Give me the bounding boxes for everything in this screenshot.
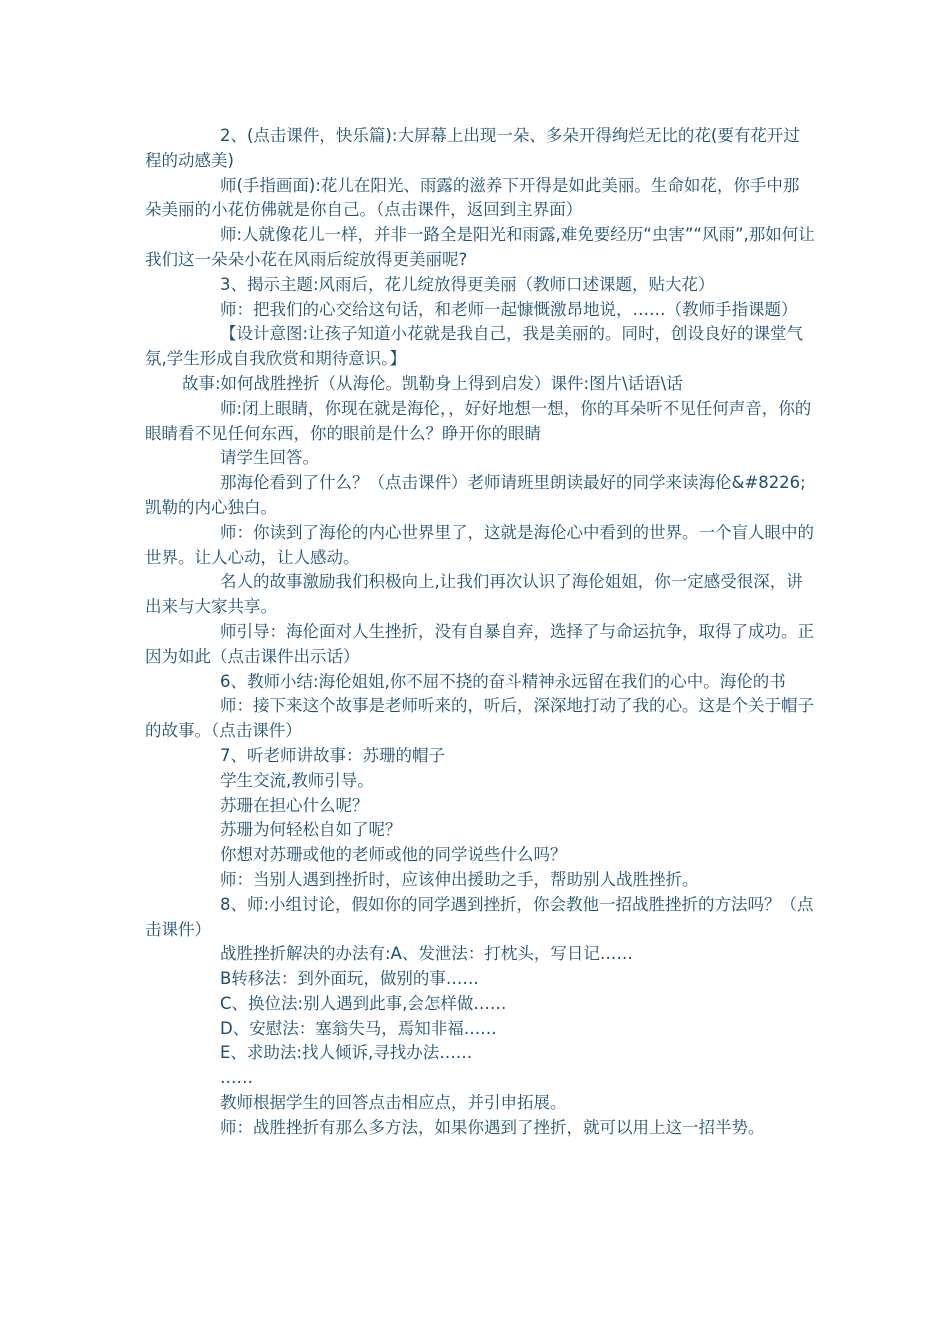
paragraph-closing: 师：战胜挫折有那么多方法，如果你遇到了挫折，就可以用上这一招半势。 [220, 1117, 765, 1137]
paragraph-famous-story: 名人的故事激励我们积极向上,让我们再次认识了海伦姐姐，你一定感受很深，讲出来与大家共享。 [145, 572, 803, 617]
paragraph-hat-story-intro: 师：接下来这个故事是老师听来的，听后，深深地打动了我的心。这是个关于帽子的故事。（点击课件） [145, 696, 814, 741]
paragraph-method-b: B转移法：到外面玩，做别的事…… [220, 969, 479, 989]
document-body [145, 124, 815, 1141]
paragraph-teacher-heart: 师：把我们的心交给这句话，和老师一起慷慨激昂地说，……（教师手指课题） [220, 299, 798, 319]
paragraph-design-intent: 【设计意图:让孩子知道小花就是我自己，我是美丽的。同时，创设良好的课堂气氛,学生形成自我欣赏和期待意识。】 [145, 324, 804, 369]
paragraph-question-say: 你想对苏珊或他的老师或他的同学说些什么吗？ [220, 845, 567, 865]
paragraph-question-relaxed: 苏珊为何轻松自如了呢？ [220, 820, 402, 840]
paragraph-method-e: E、求助法:找人倾诉,寻找办法…… [220, 1043, 473, 1063]
paragraph-question-worry: 苏珊在担心什么呢？ [220, 795, 369, 815]
paragraph-teacher-guide: 师引导：海伦面对人生挫折，没有自暴自弃，选择了与命运抗争，取得了成功。正因为如此（点击课件出示话） [145, 621, 814, 666]
paragraph-student-exchange: 学生交流,教师引导。 [220, 770, 374, 790]
paragraph-helen-world: 师：你读到了海伦的内心世界里了，这就是海伦心中看到的世界。一个盲人眼中的世界。让人心动，让人感动。 [145, 522, 814, 567]
paragraph-susan-hat: 7、听老师讲故事：苏珊的帽子 [220, 745, 445, 765]
paragraph-method-a: 战胜挫折解决的办法有:A、发泄法：打枕头，写日记…… [220, 944, 633, 964]
paragraph-method-c: C、换位法:别人遇到此事,会怎样做…… [220, 993, 507, 1013]
paragraph-help-others: 师：当别人遇到挫折时，应该伸出援助之手，帮助别人战胜挫折。 [220, 869, 699, 889]
paragraph-student-answer: 请学生回答。 [220, 448, 319, 468]
paragraph-reveal-theme: 3、揭示主题:风雨后，花儿绽放得更美丽（教师口述课题，贴大花） [220, 274, 715, 294]
paragraph-method-d: D、安慰法：塞翁失马，焉知非福…… [220, 1018, 497, 1038]
paragraph-story-heading: 故事:如何战胜挫折（从海伦。凯勒身上得到启发）课件:图片\话语\话 [182, 373, 683, 393]
paragraph-teacher-pointing: 师(手指画面):花儿在阳光、雨露的滋养下开得是如此美丽。生命如花，你手中那朵美丽的小花仿佛就是你自己。（点击课件，返回到主界面） [145, 175, 800, 220]
paragraph-teacher-wind-rain: 师:人就像花儿一样，并非一路全是阳光和雨露,难免要经历“虫害”“风雨”,那如何让我们这一朵朵小花在风雨后绽放得更美丽呢? [145, 225, 815, 269]
paragraph-helen-saw: 那海伦看到了什么？（点击课件）老师请班里朗读最好的同学来读海伦&#8226;凯勒的内心独白。 [145, 473, 806, 517]
paragraph-teacher-click: 教师根据学生的回答点击相应点，并引申拓展。 [220, 1093, 567, 1113]
paragraph-teacher-summary: 6、教师小结:海伦姐姐,你不屈不挠的奋斗精神永远留在我们的心中。海伦的书 [220, 671, 786, 691]
paragraph-group-discussion: 8、师:小组讨论，假如你的同学遇到挫折，你会教他一招战胜挫折的方法吗？（点击课件） [145, 894, 814, 939]
paragraph-ellipsis: …… [220, 1068, 253, 1088]
paragraph-close-eyes: 师:闭上眼睛，你现在就是海伦，，好好地想一想，你的耳朵听不见任何声音，你的眼睛看不见任何东西，你的眼前是什么？睁开你的眼睛 [145, 398, 812, 443]
paragraph-courseware-happy: 2、(点击课件，快乐篇):大屏幕上出现一朵、多朵开得绚烂无比的花(要有花开过程的动感美) [145, 126, 800, 170]
